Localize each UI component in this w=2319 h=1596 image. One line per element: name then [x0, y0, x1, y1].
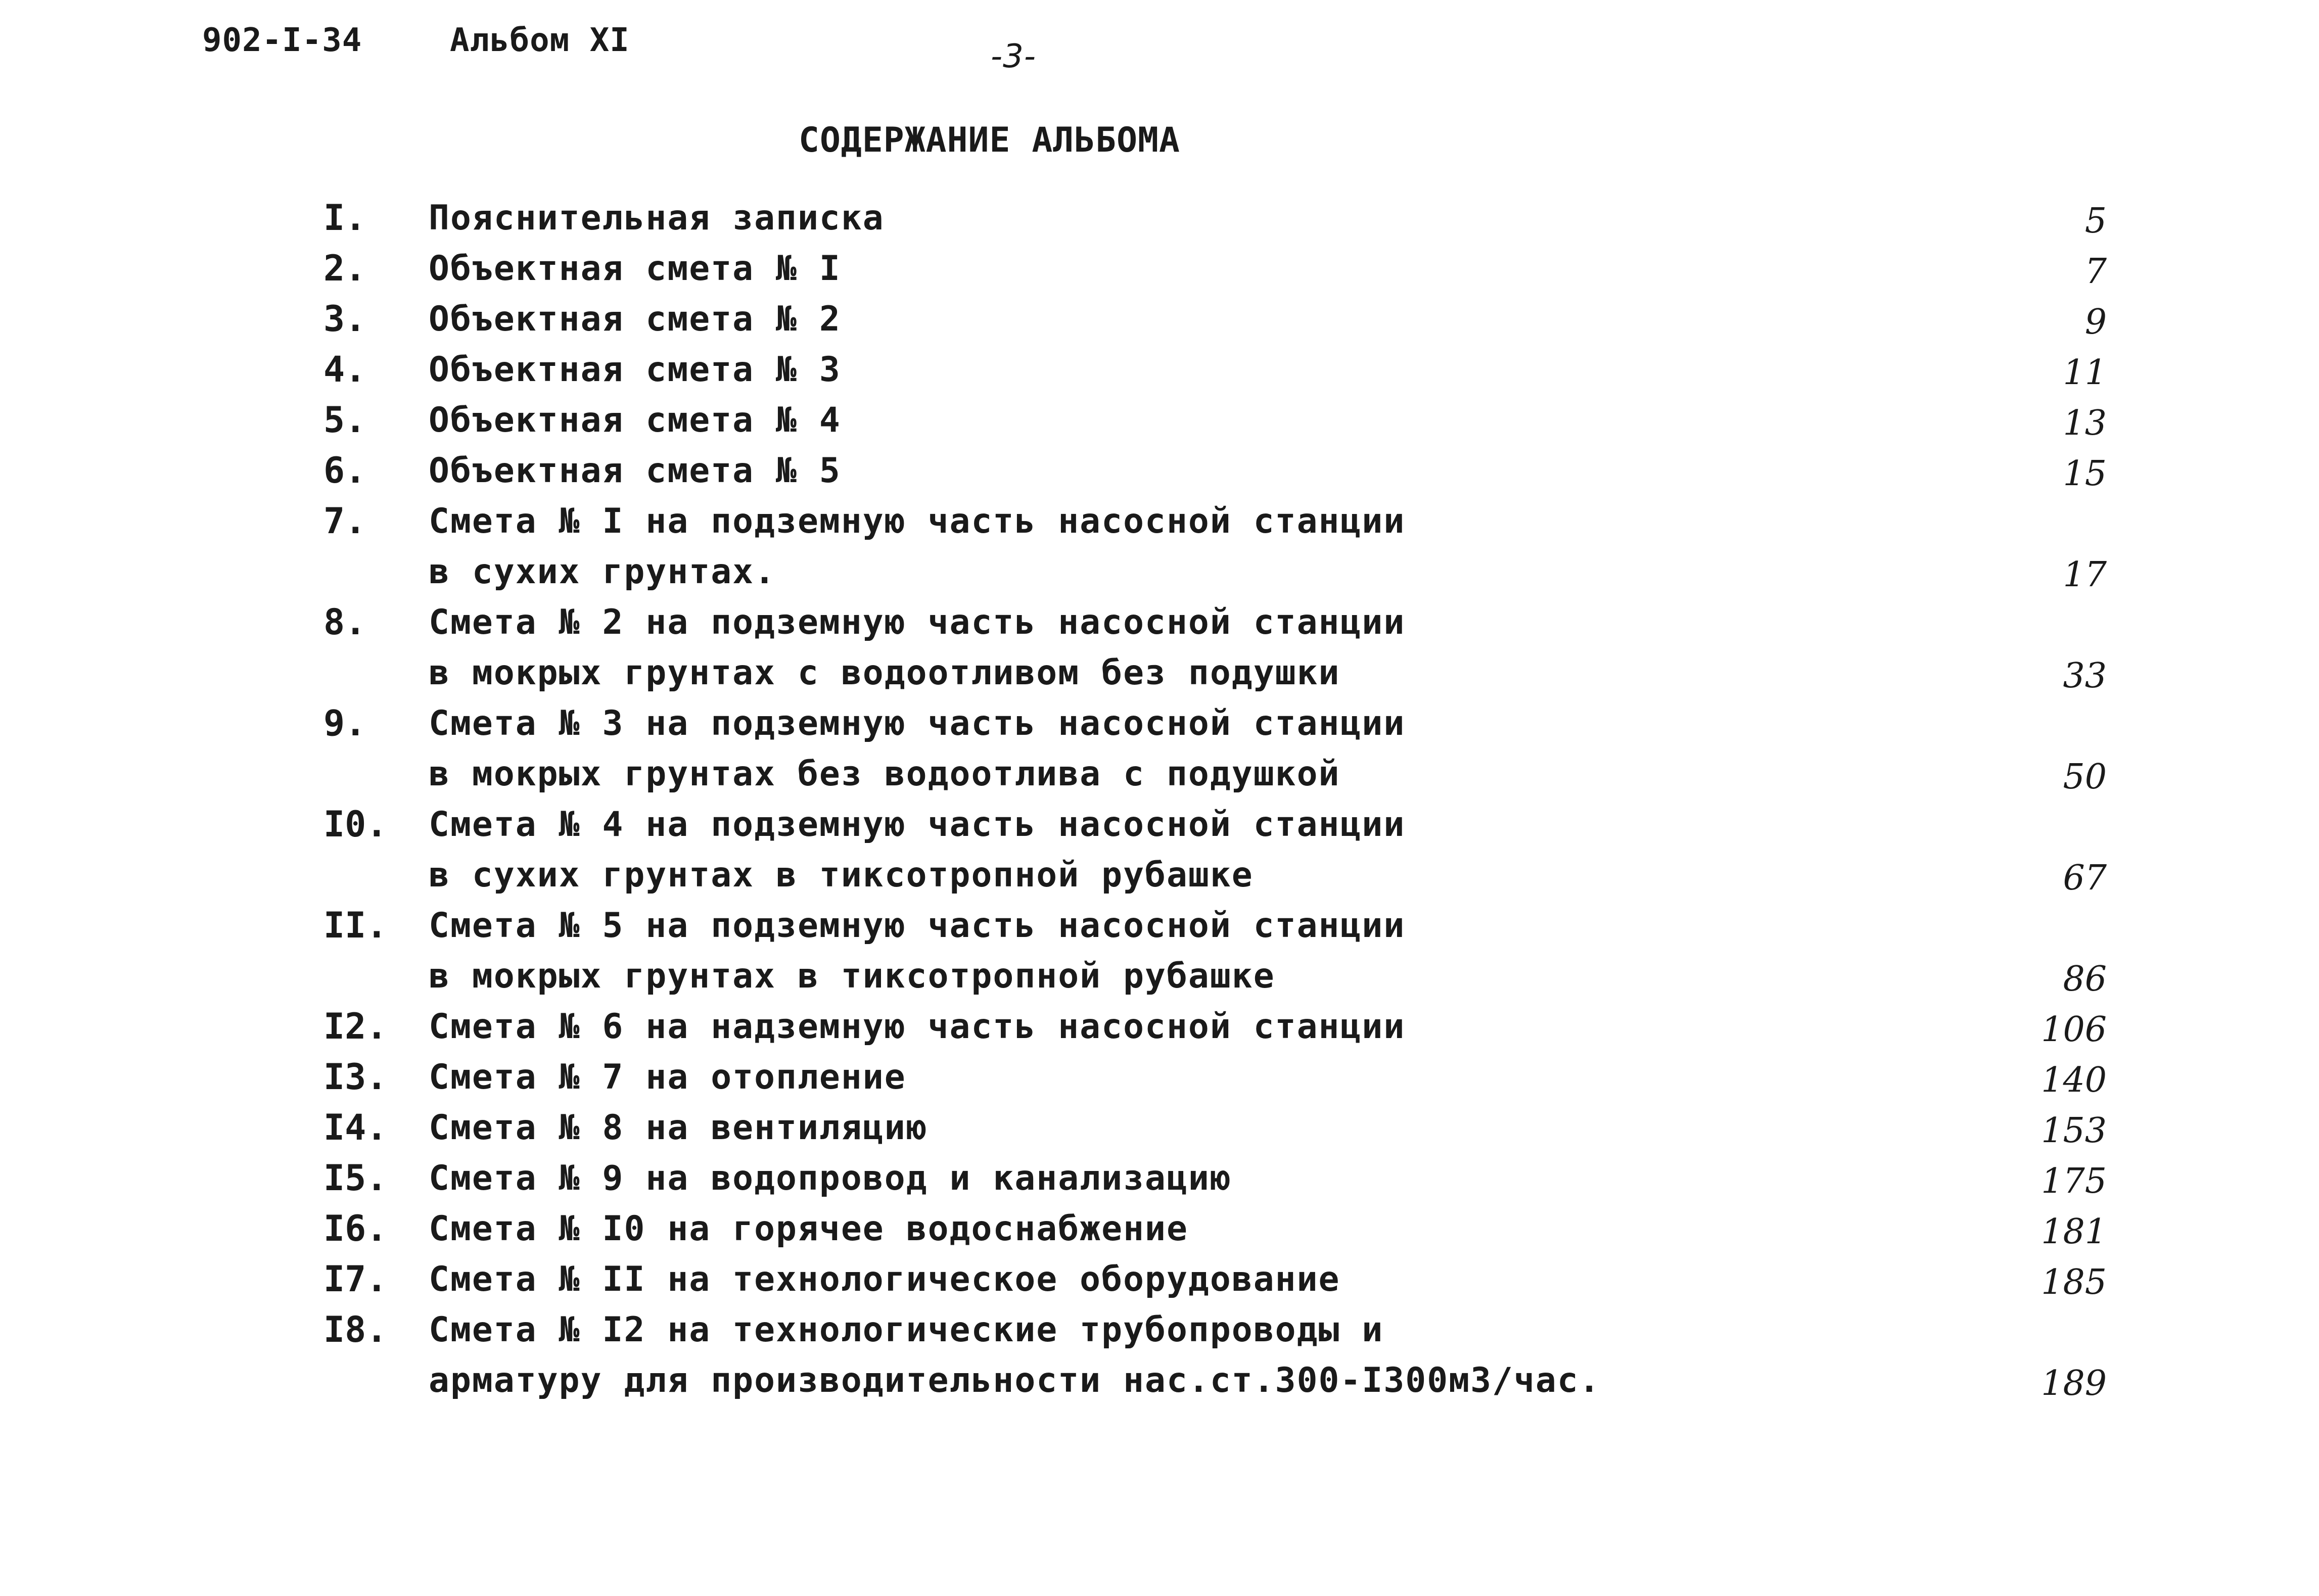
toc-entry-text: в сухих грунтах. — [429, 552, 776, 592]
toc-entry-number: I0. — [323, 804, 388, 845]
toc-entry-page: 153 — [2041, 1111, 2107, 1151]
toc-entry-text: Объектная смета № 2 — [429, 299, 841, 339]
toc-entry-line — [0, 601, 2319, 652]
toc-entry-number: 4. — [323, 349, 366, 390]
toc-entry-number: 2. — [323, 248, 366, 289]
toc-entry-page: 67 — [2063, 858, 2107, 898]
toc-entry — [0, 248, 2319, 298]
toc-entry-text: Объектная смета № 4 — [429, 400, 841, 440]
toc-entry-line — [0, 854, 2319, 905]
toc-entry-number: 5. — [323, 399, 366, 441]
toc-entry-page: 7 — [2084, 252, 2107, 292]
toc-entry-text: Смета № 2 на подземную часть насосной станции — [429, 602, 1406, 642]
toc-entry — [0, 197, 2319, 248]
toc-entry-line — [0, 450, 2319, 500]
toc-entry-number: 3. — [323, 298, 366, 340]
toc-entry — [0, 1157, 2319, 1208]
toc-entry-text: Смета № 6 на надземную часть насосной станции — [429, 1007, 1406, 1047]
toc-entry-page: 17 — [2063, 555, 2107, 595]
toc-entry-line — [0, 905, 2319, 955]
toc-entry-text: в сухих грунтах в тиксотропной рубашке — [429, 855, 1254, 895]
toc-entry-text: арматуру для производительности нас.ст.300-I300м3/час. — [429, 1360, 1601, 1400]
toc-entry-page: 15 — [2063, 454, 2107, 494]
toc-entry-line — [0, 1056, 2319, 1107]
toc-entry-number: I4. — [323, 1107, 388, 1148]
document-code: 902-I-34 — [202, 22, 362, 59]
toc-entry-line — [0, 955, 2319, 1006]
toc-entry — [0, 1107, 2319, 1157]
toc-entry — [0, 500, 2319, 601]
toc-entry-line — [0, 1006, 2319, 1056]
toc-entry-line — [0, 1157, 2319, 1208]
toc-entry-page: 9 — [2084, 302, 2107, 342]
toc-entry-page: 106 — [2041, 1010, 2107, 1050]
toc-entry-line — [0, 753, 2319, 804]
toc-entry-line — [0, 1107, 2319, 1157]
toc-entry-text: Смета № I2 на технологические трубопроводы и — [429, 1310, 1384, 1350]
page-number: -3- — [991, 38, 1036, 75]
toc-entry-text: Смета № 3 на подземную часть насосной станции — [429, 703, 1406, 743]
toc-entry — [0, 905, 2319, 1006]
toc-entry-number: 9. — [323, 702, 366, 744]
table-of-contents — [0, 197, 2319, 1410]
toc-entry — [0, 601, 2319, 702]
toc-entry — [0, 298, 2319, 349]
toc-entry — [0, 804, 2319, 905]
toc-entry-number: I6. — [323, 1208, 388, 1249]
toc-entry-page: 189 — [2041, 1364, 2107, 1403]
toc-entry — [0, 349, 2319, 399]
toc-entry-number: I7. — [323, 1258, 388, 1300]
toc-entry-line — [0, 500, 2319, 551]
toc-entry — [0, 1309, 2319, 1410]
toc-entry-number: I8. — [323, 1309, 388, 1350]
toc-entry-text: Объектная смета № 5 — [429, 451, 841, 491]
toc-entry-text: Объектная смета № I — [429, 249, 841, 289]
toc-entry-line — [0, 399, 2319, 450]
toc-entry-page: 33 — [2063, 656, 2107, 696]
toc-entry — [0, 1258, 2319, 1309]
toc-entry-line — [0, 248, 2319, 298]
toc-entry-number: 7. — [323, 500, 366, 542]
toc-entry-page: 181 — [2041, 1212, 2107, 1252]
toc-entry-text: в мокрых грунтах в тиксотропной рубашке — [429, 956, 1275, 996]
toc-entry-line — [0, 298, 2319, 349]
toc-entry-number: I5. — [323, 1157, 388, 1199]
album-label: Альбом XI — [450, 22, 630, 59]
toc-entry-text: Смета № 4 на подземную часть насосной станции — [429, 805, 1406, 844]
toc-entry-number: I2. — [323, 1006, 388, 1047]
toc-entry-page: 175 — [2041, 1161, 2107, 1201]
toc-entry-text: Пояснительная записка — [429, 198, 885, 238]
toc-title: СОДЕРЖАНИЕ АЛЬБОМА — [799, 120, 1180, 160]
toc-entry-number: 6. — [323, 450, 366, 491]
toc-entry-text: Смета № 8 на вентиляцию — [429, 1108, 928, 1148]
toc-entry-page: 50 — [2063, 757, 2107, 797]
toc-entry — [0, 1208, 2319, 1258]
toc-entry-text: Смета № I0 на горячее водоснабжение — [429, 1209, 1188, 1249]
toc-entry-text: в мокрых грунтах без водоотлива с подушкой — [429, 754, 1340, 794]
toc-entry-number: I3. — [323, 1056, 388, 1098]
toc-entry-line — [0, 804, 2319, 854]
toc-entry-number: I. — [323, 197, 366, 239]
toc-entry-text: в мокрых грунтах с водоотливом без подушки — [429, 653, 1340, 693]
toc-entry-page: 11 — [2063, 353, 2107, 393]
toc-entry-line — [0, 652, 2319, 702]
toc-entry — [0, 702, 2319, 804]
toc-entry-number: II. — [323, 905, 388, 946]
toc-entry-page: 86 — [2063, 959, 2107, 999]
toc-entry — [0, 450, 2319, 500]
toc-entry-text: Смета № I на подземную часть насосной станции — [429, 501, 1406, 541]
toc-entry — [0, 399, 2319, 450]
toc-entry-line — [0, 1208, 2319, 1258]
toc-entry-line — [0, 197, 2319, 248]
toc-entry-line — [0, 702, 2319, 753]
toc-entry-line — [0, 1258, 2319, 1309]
toc-entry-line — [0, 349, 2319, 399]
toc-entry-text: Смета № 5 на подземную часть насосной станции — [429, 906, 1406, 946]
toc-entry-page: 185 — [2041, 1262, 2107, 1302]
toc-entry-line — [0, 1359, 2319, 1410]
toc-entry-number: 8. — [323, 601, 366, 643]
toc-entry — [0, 1056, 2319, 1107]
toc-entry-text: Смета № 7 на отопление — [429, 1057, 906, 1097]
toc-entry-line — [0, 1309, 2319, 1359]
toc-entry-text: Смета № 9 на водопровод и канализацию — [429, 1158, 1232, 1198]
toc-entry-page: 5 — [2084, 201, 2107, 241]
toc-entry-text: Объектная смета № 3 — [429, 350, 841, 390]
toc-entry-text: Смета № II на технологическое оборудование — [429, 1259, 1340, 1299]
toc-entry — [0, 1006, 2319, 1056]
toc-entry-line — [0, 551, 2319, 601]
toc-entry-page: 140 — [2041, 1060, 2107, 1100]
toc-entry-page: 13 — [2063, 403, 2107, 443]
